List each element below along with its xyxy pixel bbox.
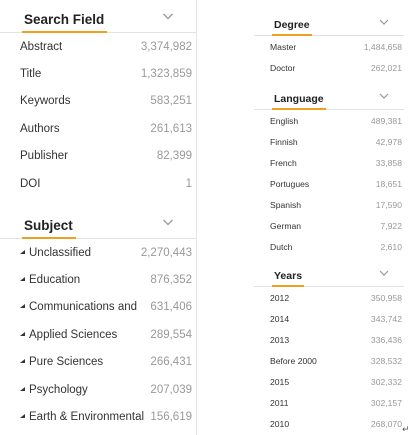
subject-item-text: Communications and: [29, 301, 138, 314]
language-list: [254, 110, 404, 257]
years-item-label: Before 2000: [270, 355, 317, 366]
years-item-count: 336,436: [370, 334, 402, 345]
years-item-count: 268,070: [370, 418, 402, 429]
subject-header[interactable]: [0, 211, 196, 239]
subject-title: Subject: [22, 218, 76, 239]
years-item-count: 350,958: [370, 292, 402, 303]
triangle-expand-icon[interactable]: [20, 277, 25, 281]
search-field-item-label: Publisher: [20, 150, 68, 163]
search-field-item-label: Title: [20, 68, 42, 81]
subject-item-text: Education: [29, 274, 81, 287]
subject-item-pure-sciences[interactable]: [0, 349, 196, 376]
years-item-label: 2010: [270, 418, 290, 429]
subject-item-psychology[interactable]: [0, 376, 196, 403]
years-item-2014[interactable]: [254, 308, 404, 329]
degree-list: [254, 36, 404, 78]
language-header[interactable]: [254, 86, 404, 110]
years-item-2010[interactable]: [254, 413, 404, 434]
subject-item-label: [20, 274, 80, 286]
triangle-expand-icon[interactable]: [20, 332, 25, 336]
years-item-2012[interactable]: [254, 287, 404, 308]
search-field-item-label: DOI: [20, 177, 41, 190]
degree-item-doctor[interactable]: [254, 57, 404, 78]
triangle-expand-icon[interactable]: [20, 414, 25, 418]
years-item-count: 328,532: [370, 355, 402, 366]
subject-item-count: 631,406: [150, 301, 192, 314]
years-title: Years: [272, 270, 304, 287]
subject-item-count: 156,619: [150, 411, 192, 424]
degree-item-master[interactable]: [254, 36, 404, 57]
subject-item-label: [20, 411, 144, 423]
column-divider: [196, 0, 197, 435]
search-field-item-publisher[interactable]: [0, 143, 196, 170]
subject-section: [0, 211, 196, 431]
search-field-item-count: 3,374,982: [140, 40, 192, 53]
language-section: [254, 86, 404, 257]
degree-item-label: Master: [270, 41, 297, 52]
subject-item-text: Psychology: [29, 383, 88, 396]
language-item-count: 18,651: [375, 178, 402, 189]
search-field-item-count: 261,613: [150, 122, 192, 135]
subject-item-text: Unclassified: [29, 246, 91, 259]
years-header[interactable]: [254, 263, 404, 287]
language-item-english[interactable]: [254, 110, 404, 131]
years-item-count: 302,157: [370, 397, 402, 408]
subject-item-education[interactable]: [0, 266, 196, 293]
search-field-item-label: Authors: [20, 122, 60, 135]
search-field-section: [0, 5, 196, 197]
years-item-label: 2013: [270, 334, 290, 345]
chevron-down-icon[interactable]: [162, 217, 174, 227]
subject-item-count: 289,554: [150, 328, 192, 341]
years-item-before-2000[interactable]: [254, 350, 404, 371]
degree-header[interactable]: [254, 12, 404, 36]
search-field-item-authors[interactable]: [0, 115, 196, 142]
years-item-label: 2015: [270, 376, 290, 387]
subject-item-label: [20, 356, 103, 368]
subject-item-count: 266,431: [150, 356, 192, 369]
degree-title: Degree: [272, 19, 312, 36]
filter-column-right: [254, 0, 404, 435]
language-item-label: Spanish: [270, 199, 302, 210]
language-item-spanish[interactable]: [254, 194, 404, 215]
search-field-item-count: 583,251: [150, 95, 192, 108]
triangle-expand-icon[interactable]: [20, 387, 25, 391]
language-item-count: 17,590: [375, 199, 402, 210]
chevron-down-icon[interactable]: [378, 17, 390, 27]
subject-item-count: 876,352: [150, 274, 192, 287]
years-item-label: 2012: [270, 292, 290, 303]
language-item-german[interactable]: [254, 215, 404, 236]
language-item-label: English: [270, 115, 299, 126]
language-title: Language: [272, 93, 326, 110]
years-item-count: 343,742: [370, 313, 402, 324]
years-item-2013[interactable]: [254, 329, 404, 350]
chevron-down-icon[interactable]: [162, 11, 174, 21]
subject-item-label: [20, 329, 117, 341]
years-item-count: 302,332: [370, 376, 402, 387]
search-field-item-keywords[interactable]: [0, 88, 196, 115]
subject-item-count: 207,039: [150, 383, 192, 396]
filter-column-left: [0, 0, 196, 435]
search-field-title: Search Field: [22, 12, 107, 33]
subject-item-earth-environmental[interactable]: [0, 403, 196, 430]
triangle-expand-icon[interactable]: [20, 304, 25, 308]
degree-item-count: 262,021: [370, 62, 402, 73]
language-item-dutch[interactable]: [254, 236, 404, 257]
language-item-label: Portugues: [270, 178, 310, 189]
subject-item-label: [20, 301, 137, 313]
chevron-down-icon[interactable]: [378, 268, 390, 278]
degree-section: [254, 12, 404, 78]
search-field-item-abstract[interactable]: [0, 33, 196, 60]
search-field-item-count: 82,399: [156, 150, 192, 163]
search-field-item-label: Abstract: [20, 40, 63, 53]
triangle-expand-icon[interactable]: [20, 359, 25, 363]
language-item-finnish[interactable]: [254, 131, 404, 152]
subject-item-label: [20, 247, 91, 259]
search-field-header[interactable]: [0, 5, 196, 33]
subject-item-count: 2,270,443: [140, 246, 192, 259]
language-item-portugues[interactable]: [254, 173, 404, 194]
subject-item-text: Pure Sciences: [29, 356, 104, 369]
language-item-count: 33,858: [375, 157, 402, 168]
search-field-item-title[interactable]: [0, 60, 196, 87]
language-item-label: French: [270, 157, 297, 168]
search-field-item-label: Keywords: [20, 95, 71, 108]
language-item-label: German: [270, 220, 302, 231]
years-item-2015[interactable]: [254, 371, 404, 392]
years-item-label: 2014: [270, 313, 290, 324]
search-field-item-count: 1: [185, 177, 192, 190]
years-item-2011[interactable]: [254, 392, 404, 413]
search-field-item-doi[interactable]: [0, 170, 196, 197]
language-item-label: Dutch: [270, 241, 293, 252]
triangle-expand-icon[interactable]: [20, 250, 25, 254]
search-field-list: [0, 33, 196, 197]
years-item-label: 2011: [270, 397, 289, 408]
language-item-count: 42,978: [375, 136, 402, 147]
subject-list: [0, 239, 196, 431]
language-item-count: 7,922: [380, 220, 402, 231]
subject-item-unclassified[interactable]: [0, 239, 196, 266]
return-arrow-icon: ↵: [402, 424, 410, 434]
language-item-count: 2,610: [380, 241, 402, 252]
degree-item-count: 1,484,658: [363, 41, 402, 52]
subject-item-communications[interactable]: [0, 294, 196, 321]
subject-item-applied-sciences[interactable]: [0, 321, 196, 348]
language-item-french[interactable]: [254, 152, 404, 173]
subject-item-text: Applied Sciences: [29, 328, 118, 341]
search-field-item-count: 1,323,859: [140, 68, 192, 81]
years-list: [254, 287, 404, 434]
language-item-count: 489,381: [370, 115, 402, 126]
language-item-label: Finnish: [270, 136, 298, 147]
years-section: [254, 263, 404, 434]
subject-item-label: [20, 384, 88, 396]
degree-item-label: Doctor: [270, 62, 296, 73]
chevron-down-icon[interactable]: [378, 91, 390, 101]
subject-item-text: Earth & Environmental: [29, 411, 145, 424]
